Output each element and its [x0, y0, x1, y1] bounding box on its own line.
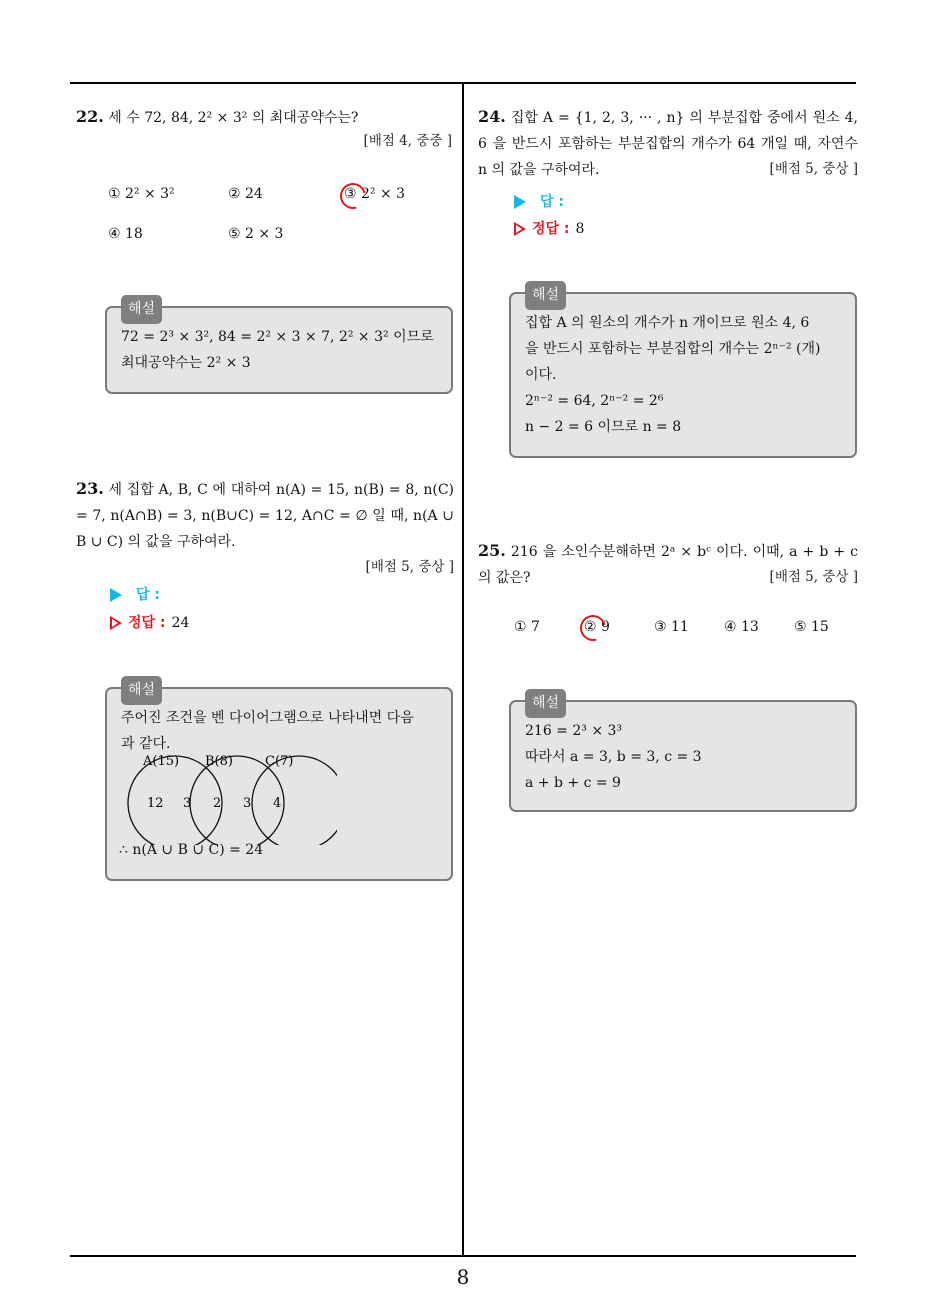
explanation-line: 72 = 2³ × 3², 84 = 2² × 3 × 7, 2² × 3² 이므로 [121, 329, 434, 345]
score-meta: [배점 5, 중상 ] [365, 559, 454, 575]
correct-value: 8 [575, 221, 585, 237]
question-number: 24. [478, 107, 506, 126]
choice-3[interactable]: ③ 11 [654, 619, 689, 635]
explanation-line: 을 반드시 포함하는 부분집합의 개수는 2ⁿ⁻² (개) [525, 341, 821, 357]
choice-4[interactable]: ④ 18 [108, 226, 143, 242]
choice-1[interactable]: ① 2² × 3² [108, 186, 175, 202]
explanation-line: 주어진 조건을 벤 다이어그램으로 나타내면 다음 [121, 710, 414, 726]
venn-region-b-only: 2 [213, 796, 222, 811]
answer-label: 답 : [136, 587, 160, 603]
choice-4[interactable]: ④ 13 [724, 619, 759, 635]
question-text: 집합 A = {1, 2, 3, ··· , n} 의 부분집합 중에서 원소 4, 6 을 반드시 포함하는 부분집합의 개수가 64 개일 때, 자연수 n 의 값을 구하여라. [478, 110, 858, 178]
explanation-line: 최대공약수는 2² × 3 [121, 355, 251, 371]
answer-row-23 [110, 584, 160, 604]
explanation-line: 2ⁿ⁻² = 64, 2ⁿ⁻² = 2⁶ [525, 393, 664, 409]
explanation-tag: 해설 [525, 689, 566, 718]
correct-arrow-icon [110, 616, 122, 630]
choice-3[interactable]: ③ 2² × 3 [344, 186, 406, 202]
venn-label-c: C(7) [265, 754, 294, 769]
choices-25 [514, 619, 854, 643]
answer-arrow-icon [110, 588, 122, 602]
answer-arrow-icon [514, 195, 526, 209]
answer-label: 답 : [540, 194, 564, 210]
correct-label: 정답 : [128, 615, 166, 631]
correct-row-23 [110, 612, 189, 632]
choice-5[interactable]: ⑤ 15 [794, 619, 829, 635]
choice-2[interactable]: ② 24 [228, 186, 263, 202]
explanation-line: 따라서 a = 3, b = 3, c = 3 [525, 749, 702, 765]
explanation-tag: 해설 [121, 295, 162, 324]
explanation-line: 이다. [525, 367, 557, 383]
correct-row-24 [514, 218, 584, 238]
question-22 [76, 104, 452, 149]
question-text: 세 수 72, 84, 2² × 3² 의 최대공약수는? [108, 110, 359, 126]
question-text: 세 집합 A, B, C 에 대하여 n(A) = 15, n(B) = 8, n(C) = 7, n(A∩B) = 3, n(B∪C) = 12, A∩C = ∅ 일 때, n(A ∪ B ∪ C) 의 값을 구하여라. [76, 482, 455, 550]
correct-arrow-icon [514, 222, 526, 236]
explanation-line: 216 = 2³ × 3³ [525, 723, 623, 739]
question-25 [478, 538, 858, 585]
explanation-tag: 해설 [121, 676, 162, 705]
explanation-line: n − 2 = 6 이므로 n = 8 [525, 419, 682, 435]
venn-label-a: A(15) [143, 754, 180, 769]
venn-diagram [117, 749, 337, 845]
explanation-23 [105, 682, 453, 881]
question-text: 216 을 소인수분해하면 2ᵃ × bᶜ 이다. 이때, a + b + c 의 값은? [478, 544, 858, 586]
score-meta: [배점 5, 중상 ] [769, 161, 858, 177]
correct-value: 24 [171, 615, 190, 631]
venn-region-ab: 3 [183, 796, 192, 811]
explanation-tag: 해설 [525, 281, 566, 310]
selected-mark [335, 178, 371, 214]
question-number: 22. [76, 107, 104, 126]
explanation-line: 과 같다. [121, 736, 171, 752]
question-23 [76, 476, 454, 575]
venn-label-b: B(8) [205, 754, 233, 769]
choice-5[interactable]: ⑤ 2 × 3 [228, 226, 284, 242]
bottom-rule [70, 1255, 856, 1257]
question-number: 25. [478, 541, 506, 560]
choice-1[interactable]: ① 7 [514, 619, 540, 635]
venn-region-bc: 3 [243, 796, 252, 811]
venn-circle-a [128, 756, 222, 845]
venn-circle-b [190, 756, 284, 845]
explanation-conclusion: ∴ n(A ∪ B ∪ C) = 24 [119, 842, 264, 858]
venn-circle-c [252, 756, 337, 845]
explanation-line: a + b + c = 9 [525, 775, 621, 791]
score-meta: [배점 4, 중중 ] [363, 133, 452, 149]
question-24 [478, 104, 858, 177]
selected-mark [575, 610, 611, 646]
answer-row-24 [514, 191, 564, 211]
correct-label: 정답 : [532, 221, 570, 237]
venn-region-a-only: 12 [147, 796, 164, 811]
choice-2[interactable]: ② 9 [584, 619, 610, 635]
explanation-line: 집합 A 의 원소의 개수가 n 개이므로 원소 4, 6 [525, 315, 810, 331]
explanation-22 [105, 301, 453, 394]
explanation-25 [509, 695, 857, 812]
page-number: 8 [456, 1265, 470, 1289]
column-divider [462, 83, 464, 1256]
venn-region-c-only: 4 [273, 796, 282, 811]
explanation-24 [509, 287, 857, 458]
choices-22 [108, 186, 448, 246]
question-number: 23. [76, 479, 104, 498]
score-meta: [배점 5, 중상 ] [769, 569, 858, 585]
